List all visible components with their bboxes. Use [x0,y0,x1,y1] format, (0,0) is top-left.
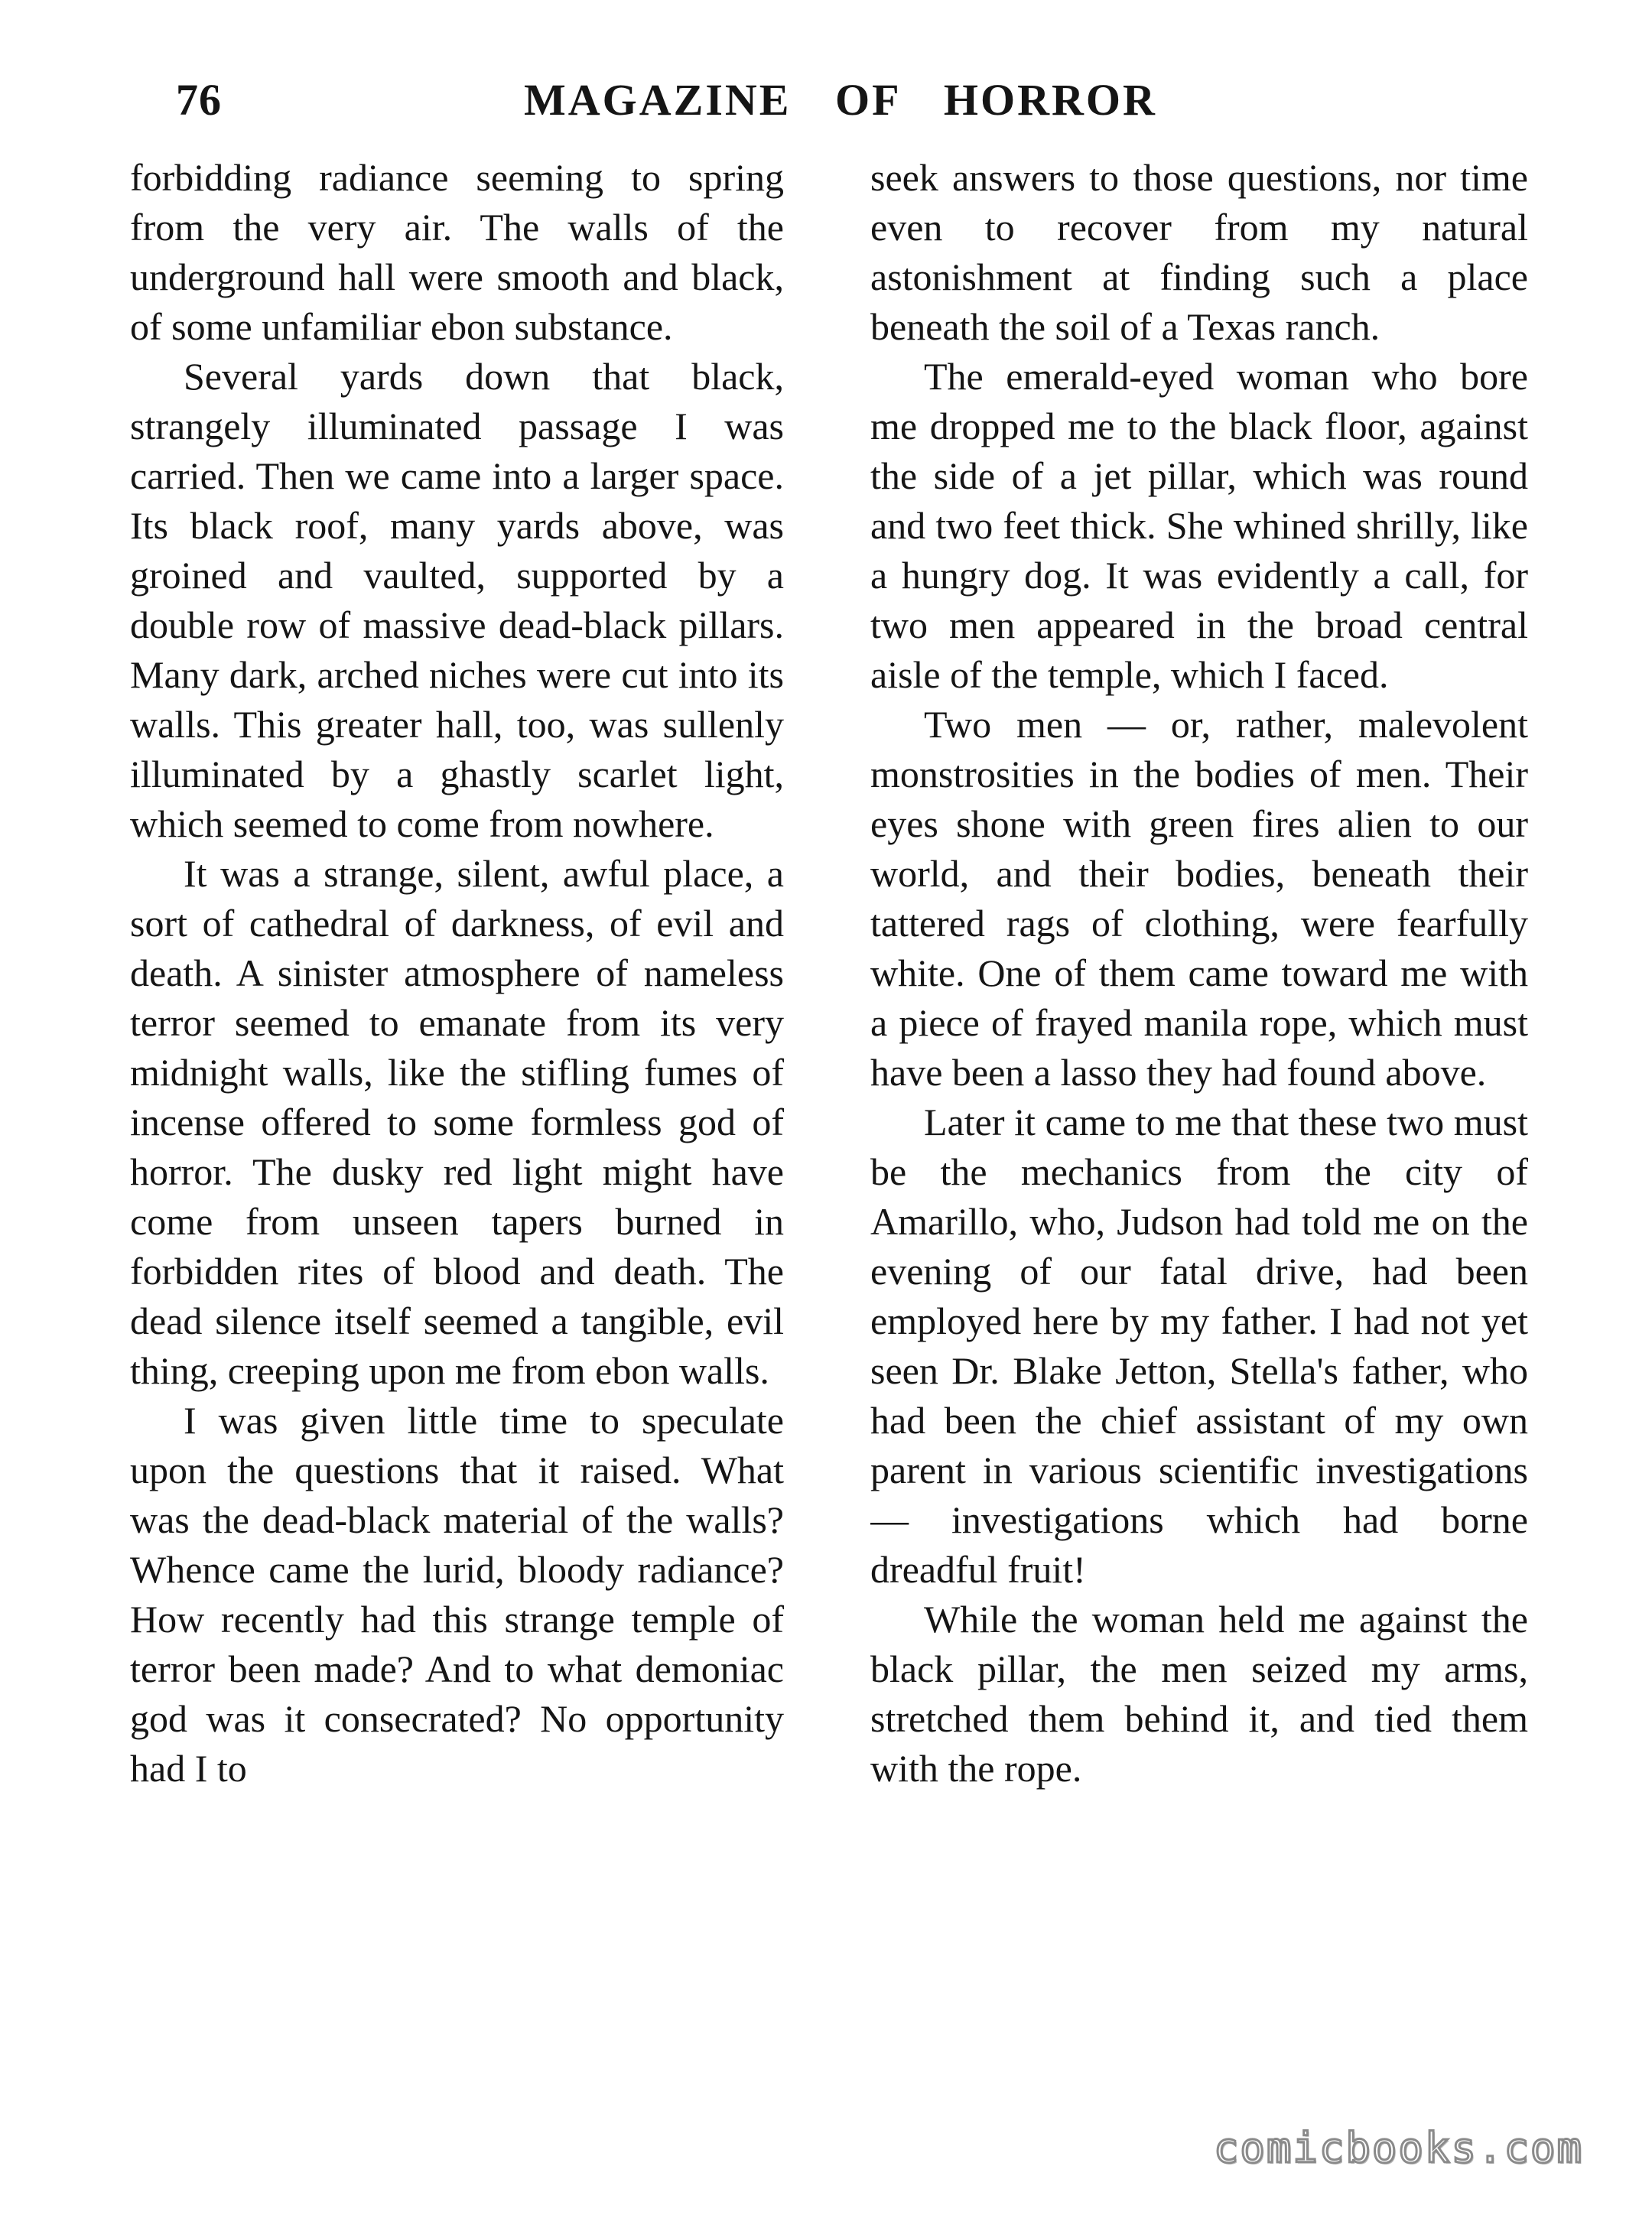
running-title: MAGAZINE OF HORROR [524,75,1157,125]
paragraph: It was a strange, silent, awful place, a sort of cathedral of darkness, of evil and death. A sinister atmosphere of nameless terror seemed to emanate from its very midnight walls, like the stifling fumes of incense offered to some formless god of horror. The dusky red light might have come from unseen tapers burned in forbidden rites of blood and death. The dead silence itself seemed a tangible, evil thing, creeping upon me from ebon walls. [130,852,784,1392]
page-number: 76 [176,75,222,125]
paragraph: Two men — or, rather, malevolent monstrosities in the bodies of men. Their eyes shone with green fires alien to our world, and their bodies, beneath their tattered rags of clothing, were fearfully white. One of them came toward me with a piece of frayed manila rope, which must have been a lasso they had found above. [870,703,1528,1094]
right-column [870,153,1528,2111]
paragraph: forbidding radiance seeming to spring from the very air. The walls of the underground hall were smooth and black, of some unfamiliar ebon substance. [130,156,784,348]
paragraph: seek answers to those questions, nor time even to recover from my natural astonishment at finding such a place beneath the soil of a Texas ranch. [870,156,1528,348]
page-header [176,66,1476,135]
paragraph: The emerald-eyed woman who bore me dropped me to the black floor, against the side of a jet pillar, which was round and two feet thick. She whined shrilly, like a hungry dog. It was evidently a call, for two men appeared in the broad central aisle of the temple, which I faced. [870,355,1528,696]
watermark: comicbooks.com [1213,2124,1583,2172]
paragraph: While the woman held me against the black pillar, the men seized my arms, stretched them behind it, and tied them with the rope. [870,1598,1528,1790]
left-column [130,153,784,2111]
paragraph: I was given little time to speculate upon the questions that it raised. What was the dead-black material of the walls? Whence came the lurid, bloody radiance? How recently had this strange temple of terror been made? And to what demoniac god was it consecrated? No opportunity had I to [130,1399,784,1790]
paragraph: Later it came to me that these two must be the mechanics from the city of Amarillo, who, Judson had told me on the evening of our fatal drive, had been employed here by my father. I had not yet seen Dr. Blake Jetton, Stella's father, who had been the chief assistant of my own parent in various scientific investigations — investigations which had borne dreadful fruit! [870,1101,1528,1591]
paragraph: Several yards down that black, strangely illuminated passage I was carried. Then we came into a larger space. Its black roof, many yards above, was groined and vaulted, supported by a double row of massive dead-black pillars. Many dark, arched niches were cut into its walls. This greater hall, too, was sullenly illuminated by a ghastly scarlet light, which seemed to come from nowhere. [130,355,784,845]
